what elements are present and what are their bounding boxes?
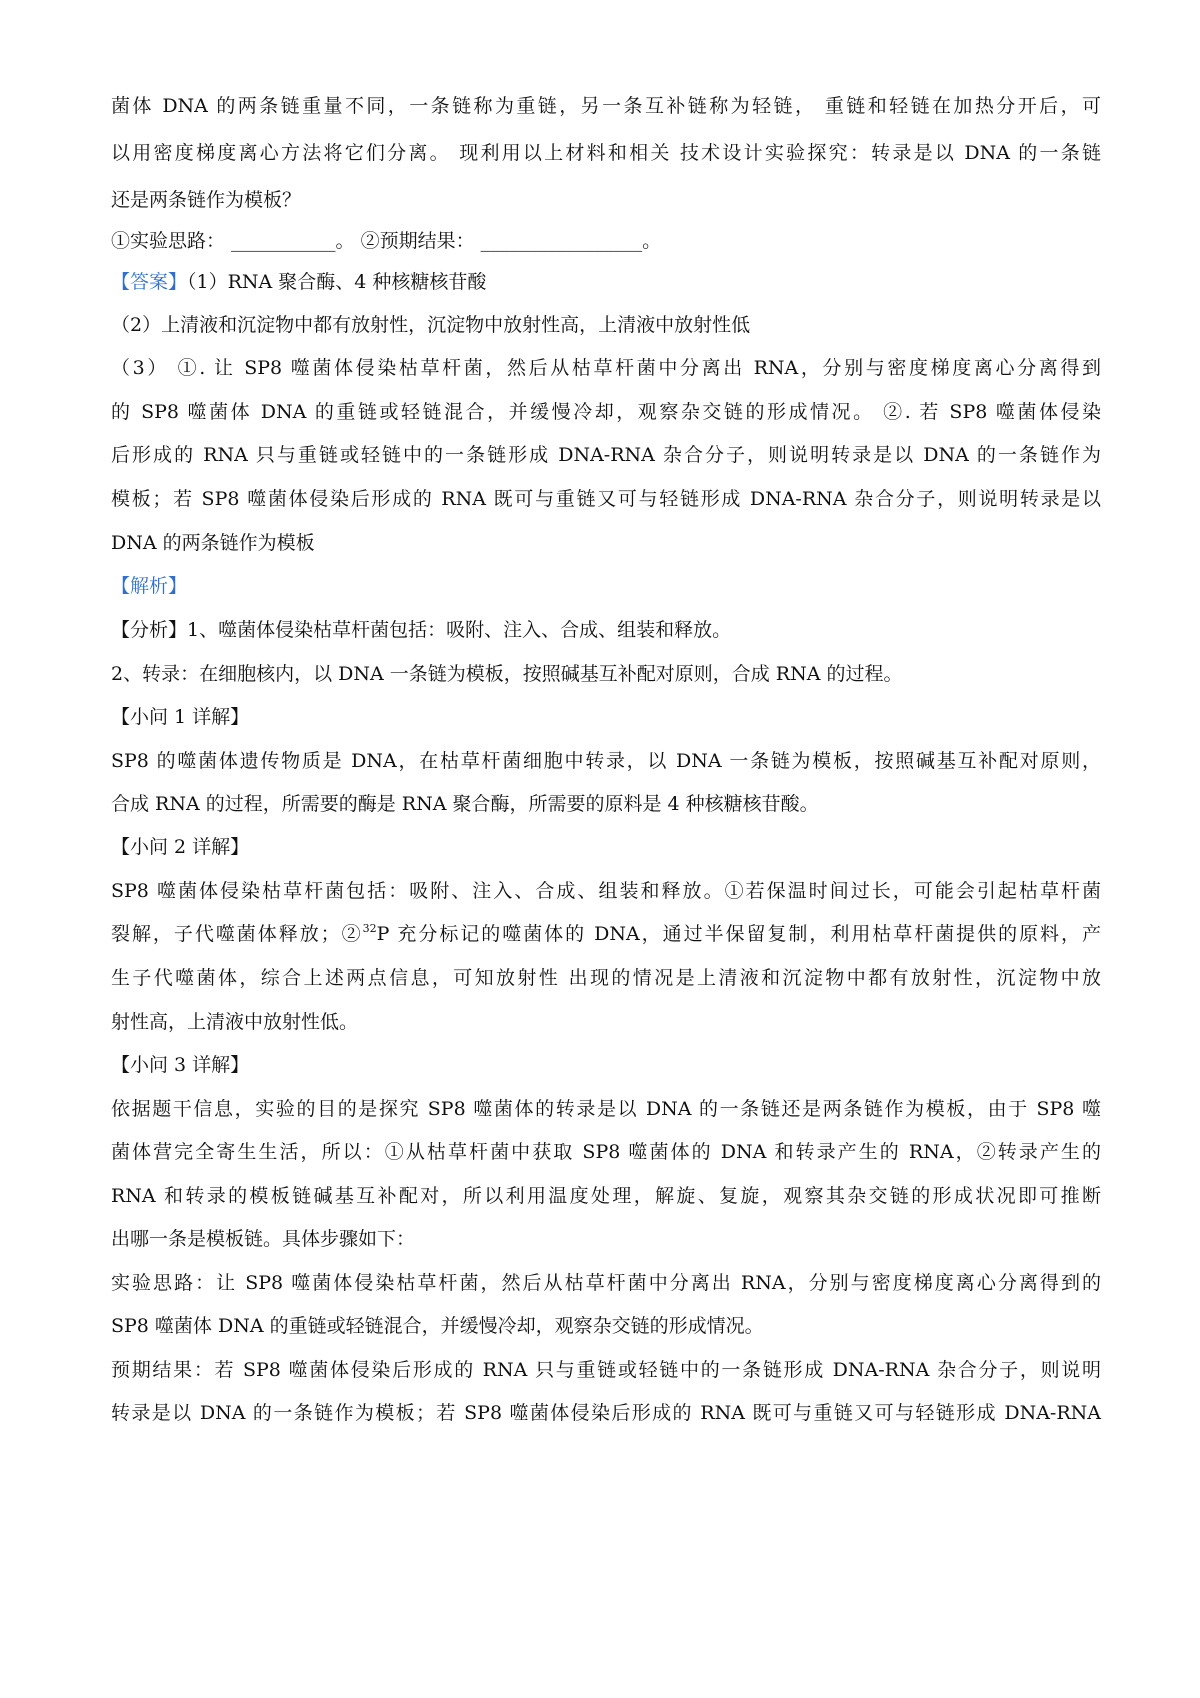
subquestion-2-line: 射性高，上清液中放射性低。 [111,1011,359,1033]
experiment-idea-line: SP8 噬菌体 DNA 的重链或轻链混合，并缓慢冷却，观察杂交链的形成情况。 [111,1315,764,1337]
subquestion-2-line: SP8 噬菌体侵染枯草杆菌包括：吸附、注入、合成、组装和释放。①若保温时间过长，可能会引起枯草杆菌 [111,880,1101,902]
subquestion-2-line: 生子代噬菌体，综合上述两点信息，可知放射性 出现的情况是上清液和沉淀物中都有放射性，沉淀物中放 [111,967,1101,989]
question-blanks: ①实验思路： ___________。 ②预期结果： _________________。 [111,230,662,252]
isotope-superscript: 32 [362,922,377,935]
question-line: 还是两条链作为模板？ [111,189,302,211]
answer-part-3-line: （3） ①. 让 SP8 噬菌体侵染枯草杆菌，然后从枯草杆菌中分离出 RNA，分别与密度梯度离心分离得到 [111,357,1101,379]
answer-part-3-line: 模板；若 SP8 噬菌体侵染后形成的 RNA 既可与重链又可与轻链形成 DNA-RNA 杂合分子，则说明转录是以 [111,488,1101,510]
question-line: 以用密度梯度离心方法将它们分离。 现利用以上材料和相关 技术设计实验探究：转录是以 DNA 的一条链 [111,142,1101,164]
subquestion-2-heading: 【小问 2 详解】 [111,836,250,858]
subquestion-3-line: RNA 和转录的模板链碱基互补配对，所以利用温度处理，解旋、复旋，观察其杂交链的形成状况即可推断 [111,1185,1101,1207]
expected-result-line: 预期结果：若 SP8 噬菌体侵染后形成的 RNA 只与重链或轻链中的一条链形成 DNA-RNA 杂合分子，则说明 [111,1359,1101,1381]
subquestion-1-heading: 【小问 1 详解】 [111,706,250,728]
answer-tag: 【答案】 [111,271,188,293]
subquestion-1-line: 合成 RNA 的过程，所需要的酶是 RNA 聚合酶，所需要的原料是 4 种核糖核苷酸。 [111,793,819,815]
experiment-idea-line: 实验思路：让 SP8 噬菌体侵染枯草杆菌，然后从枯草杆菌中分离出 RNA，分别与密度梯度离心分离得到的 [111,1272,1101,1294]
answer-part-2: （2）上清液和沉淀物中都有放射性，沉淀物中放射性高，上清液中放射性低 [111,314,751,336]
answer-part-3-line: DNA 的两条链作为模板 [111,532,315,554]
question-line: 菌体 DNA 的两条链重量不同，一条链称为重链，另一条互补链称为轻链， 重链和轻链在加热分开后，可 [111,95,1101,117]
subquestion-3-line: 菌体营完全寄生生活，所以：①从枯草杆菌中获取 SP8 噬菌体的 DNA 和转录产生的 RNA，②转录产生的 [111,1141,1101,1163]
answer-part-3-line: 的 SP8 噬菌体 DNA 的重链或轻链混合，并缓慢冷却，观察杂交链的形成情况。 ②. 若 SP8 噬菌体侵染 [111,401,1101,423]
answer-part-1: （1）RNA 聚合酶、4 种核糖核苷酸 [187,271,487,293]
subquestion-2-text-a: 裂解，子代噬菌体释放；② [111,923,363,945]
analysis-tag: 【解析】 [111,575,188,597]
subquestion-3-line: 出哪一条是模板链。具体步骤如下： [111,1228,416,1250]
subquestion-3-line: 依据题干信息，实验的目的是探究 SP8 噬菌体的转录是以 DNA 的一条链还是两条链作为模板，由于 SP8 噬 [111,1098,1101,1120]
subquestion-2-line-with-superscript [111,919,1101,949]
expected-result-line: 转录是以 DNA 的一条链作为模板；若 SP8 噬菌体侵染后形成的 RNA 既可与重链又可与轻链形成 DNA-RNA [111,1402,1101,1424]
analysis-fenxi-1: 【分析】1、噬菌体侵染枯草杆菌包括：吸附、注入、合成、组装和释放。 [111,619,732,641]
subquestion-1-line: SP8 的噬菌体遗传物质是 DNA，在枯草杆菌细胞中转录，以 DNA 一条链为模板，按照碱基互补配对原则， [111,750,1101,772]
answer-block [111,267,1101,297]
subquestion-3-heading: 【小问 3 详解】 [111,1054,250,1076]
analysis-fenxi-2: 2、转录：在细胞核内，以 DNA 一条链为模板，按照碱基互补配对原则，合成 RNA 的过程。 [111,663,903,685]
answer-part-3-line: 后形成的 RNA 只与重链或轻链中的一条链形成 DNA-RNA 杂合分子，则说明转录是以 DNA 的一条链作为 [111,444,1101,466]
subquestion-2-text-b: P 充分标记的噬菌体的 DNA，通过半保留复制，利用枯草杆菌提供的原料，产 [376,923,1101,945]
